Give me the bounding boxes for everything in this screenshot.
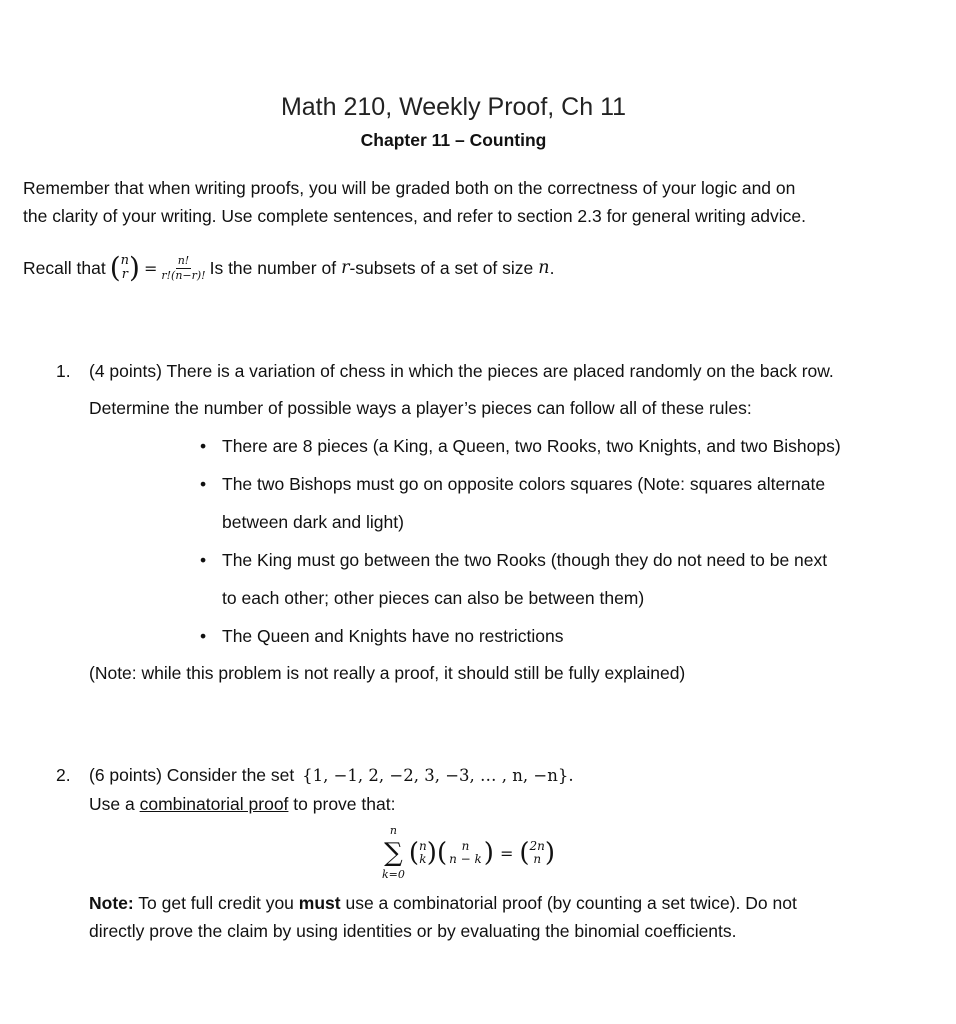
binomial-n-r: ( n r ) [109, 251, 140, 284]
binom-top: n [120, 253, 129, 268]
chapter-subtitle: Chapter 11 – Counting [360, 130, 547, 150]
recall-var-r: r [341, 258, 350, 278]
rule-4-text: The Queen and Knights have no restrictions [222, 626, 564, 646]
problem-2-intro: (6 points) Consider the set [89, 765, 295, 785]
recall-end: . [549, 257, 555, 278]
frac-denominator: r!(n−r)! [161, 268, 206, 282]
combinatorial-proof-term: combinatorial proof [139, 794, 289, 814]
note-must: must [298, 893, 341, 913]
bullet-icon: • [200, 474, 207, 494]
sigma-symbol: ∑ [384, 838, 403, 868]
recall-text-a: Is the number of [209, 257, 337, 278]
problem-2-line-2 [89, 794, 395, 815]
summation [382, 824, 405, 882]
problem-2-prove-that: to prove that: [293, 794, 396, 814]
note-text-a: To get full credit you [138, 893, 294, 913]
binom-bottom: r [121, 267, 128, 282]
formula-equals: = [499, 843, 514, 863]
intro-line-1: Remember that when writing proofs, you will be graded both on the correctness of your logic and on [23, 178, 796, 198]
problem-2-note-line-1 [89, 893, 797, 914]
binom-n-nk-top: n [461, 839, 470, 853]
bullet-icon: • [200, 550, 207, 570]
problem-2-line-1 [89, 765, 574, 786]
problem-2-use-a: Use a [89, 794, 135, 814]
rule-bullet-3 [200, 550, 827, 571]
recall-prefix: Recall that [23, 257, 106, 278]
identity-formula [382, 818, 555, 888]
binomial-2n-n: ( 2n n ) [519, 838, 556, 868]
rule-bullet-4 [200, 626, 563, 647]
rule-3-text: The King must go between the two Rooks (though they do not need to be next [222, 550, 828, 570]
rule-2-text: The two Bishops must go on opposite colors squares (Note: squares alternate [222, 474, 826, 494]
binomial-n-nk: ( n n − k ) [436, 838, 494, 868]
factorial-fraction [161, 254, 205, 283]
equals-sign: = [143, 258, 158, 278]
rule-bullet-2 [200, 474, 825, 495]
problem-1-line-1: (4 points) There is a variation of chess in which the pieces are placed randomly on the back row. [89, 361, 834, 381]
problem-2-note-line-2: directly prove the claim by using identities or by evaluating the binomial coefficients. [89, 921, 737, 941]
recall-text-b: -subsets of a set of size [349, 257, 534, 278]
intro-line-2: the clarity of your writing. Use complete sentences, and refer to section 2.3 for general writing advice. [23, 206, 807, 226]
problem-1-note: (Note: while this problem is not really a proof, it should still be fully explained) [89, 663, 686, 683]
binomial-n-k: ( n k ) [408, 838, 437, 868]
binom-n-k-bottom: k [419, 852, 427, 866]
problem-1-line-2: Determine the number of possible ways a player’s pieces can follow all of these rules: [89, 398, 752, 418]
binom-n-k-top: n [419, 839, 427, 853]
problem-2-set: {1, −1, 2, −2, 3, −3, … , n, −n}. [302, 766, 574, 785]
binom-2n-n-top: 2n [529, 839, 545, 853]
frac-numerator: n! [177, 253, 190, 267]
rule-3-continuation: to each other; other pieces can also be between them) [222, 588, 645, 608]
sum-lower-limit: k=0 [382, 868, 405, 881]
rule-2-continuation: between dark and light) [222, 512, 404, 532]
note-text-b: use a combinatorial proof (by counting a set twice). Do not [345, 893, 797, 913]
problem-2-number: 2. [56, 765, 71, 785]
recall-var-n: n [538, 258, 550, 278]
rule-1-text: There are 8 pieces (a King, a Queen, two Rooks, two Knights, and two Bishops) [222, 436, 841, 456]
rule-bullet-1 [200, 436, 841, 457]
note-label: Note: [89, 893, 134, 913]
recall-line [23, 248, 554, 288]
binom-n-nk-bottom: n − k [449, 852, 482, 866]
binom-2n-n-bottom: n [533, 852, 542, 866]
page-title: Math 210, Weekly Proof, Ch 11 [280, 93, 627, 121]
problem-1-number: 1. [56, 361, 71, 381]
bullet-icon: • [200, 626, 207, 646]
sum-upper-limit: n [389, 824, 397, 837]
bullet-icon: • [200, 436, 207, 456]
